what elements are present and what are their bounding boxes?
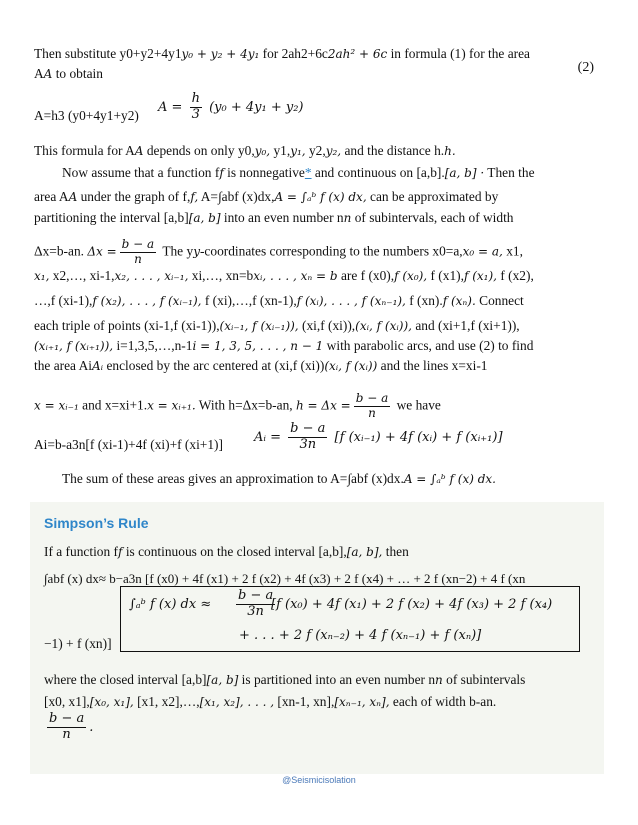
- math-inline: [xₙ₋₁, xₙ],: [334, 695, 390, 709]
- text-run: A=∫abf (x)dx,: [200, 189, 275, 204]
- text-run: y2,: [308, 143, 326, 158]
- math-inline: y₁,: [290, 144, 306, 158]
- fraction-denominator: n: [134, 251, 142, 266]
- math-inline: x₁,: [34, 269, 50, 283]
- math-inline: y₀,: [254, 144, 271, 158]
- text-run: x1,: [506, 243, 523, 259]
- equation-rhs: (y₀ + 4y₁ + y₂): [209, 99, 304, 115]
- p3-line-1: [62, 165, 535, 181]
- text-run: [xn-1, xn],: [277, 694, 335, 709]
- text-run: The y: [162, 243, 194, 259]
- fraction-numerator: h: [191, 91, 200, 106]
- text-run: -coordinates corresponding to the numbers x0=a,: [199, 243, 463, 259]
- math-inline: Δx =: [87, 244, 117, 259]
- fraction: [120, 238, 157, 267]
- math-inline: n: [343, 211, 352, 225]
- math-inline: Aᵢ: [92, 359, 104, 373]
- text-run: Connect: [479, 293, 524, 308]
- text-run: If a function f: [44, 544, 118, 559]
- text-run: we have: [396, 397, 441, 413]
- math-inline: f: [118, 545, 123, 559]
- equation-lhs: Aᵢ =: [254, 429, 282, 445]
- fraction-numerator: b − a: [290, 421, 326, 436]
- text-run: (xi,f (xi)),: [301, 318, 356, 333]
- text-run: i=1,3,5,…,n-1: [116, 338, 193, 353]
- theorem-line-3: −1) + f (xn)]: [44, 636, 112, 651]
- text-run: f (x2),: [500, 268, 534, 283]
- text-run: are f (x0),: [340, 268, 395, 283]
- math-inline: f (xᵢ), . . . , f (xₙ₋₁),: [296, 294, 406, 308]
- paragraph-2: [34, 143, 456, 159]
- theorem-line-1: [44, 544, 409, 560]
- text-run: With h=Δx=b-an,: [198, 397, 293, 413]
- text-run: area A: [34, 189, 69, 204]
- text-run: and continuous on [a,b].: [314, 165, 445, 180]
- simpson-row-1: [f (x₀) + 4f (x₁) + 2 f (x₂) + 4f (x₃) + 2 f (x₄): [271, 597, 553, 612]
- text-run: for 2ah2+6c: [262, 46, 328, 61]
- text-run: Then substitute y0+y2+4y1: [34, 46, 182, 61]
- simpson-integral: ∫ₐᵇ f (x) dx ≈: [129, 597, 212, 612]
- text-run: The sum of these areas gives an approximation to A=∫abf (x)dx.: [62, 471, 404, 486]
- math-inline: y: [193, 244, 200, 259]
- text-run: where the closed interval [a,b]: [44, 672, 207, 687]
- math-inline: [a, b]: [188, 211, 221, 225]
- text-run: f (x1),: [430, 268, 464, 283]
- text-run: A: [34, 66, 44, 81]
- text-run: each of width b-an.: [392, 694, 497, 709]
- theorem-line-2: ∫abf (x) dx≈ b−a3n [f (x0) + 4f (x1) + 2 f (x2) + 4f (x3) + 2 f (x4) + … + 2 f (xn−2) + 4 f (xn: [44, 571, 526, 586]
- math-inline: (xᵢ, f (xᵢ)),: [355, 319, 412, 333]
- p3-line-7: [34, 318, 520, 334]
- p3-line-4: [34, 238, 523, 267]
- math-inline: h.: [444, 144, 456, 158]
- text-run: and (xi+1,f (xi+1)),: [415, 318, 520, 333]
- math-inline: f (xₙ).: [442, 294, 476, 308]
- equation-3-text: Ai=b-a3n[f (xi-1)+4f (xi)+f (xi+1)]: [34, 437, 223, 452]
- math-inline: h = Δx =: [296, 398, 351, 413]
- text-run: Then the: [487, 165, 535, 180]
- text-run: of subintervals, each of width: [354, 210, 514, 225]
- p3-line-8: [34, 338, 533, 354]
- text-run: and the lines x=xi-1: [380, 358, 488, 373]
- p3-line-10: [34, 392, 441, 421]
- equation-2: [158, 92, 303, 123]
- math-inline: [x₀, x₁],: [89, 695, 134, 709]
- math-inline: x = xᵢ₋₁: [34, 398, 79, 413]
- math-inline: (xᵢ₋₁, f (xᵢ₋₁)),: [219, 319, 299, 333]
- math-inline: i = 1, 3, 5, . . . , n − 1: [192, 339, 324, 353]
- equation-number: (2): [577, 60, 594, 75]
- fraction-numerator: b − a: [49, 711, 85, 726]
- equation-3: [254, 422, 503, 453]
- simpson-formula-box: [120, 586, 580, 652]
- fraction-numerator: b − a: [121, 237, 155, 251]
- text-run: Now assume that a function f: [62, 165, 220, 180]
- text-run: can be approximated by: [370, 189, 499, 204]
- math-inline: f,: [190, 190, 199, 204]
- intro-line-2: [34, 66, 103, 82]
- p3-line-5: [34, 268, 534, 284]
- text-run: of subintervals: [446, 672, 526, 687]
- math-inline: n: [435, 673, 443, 687]
- simpson-row-2: + . . . + 2 f (xₙ₋₂) + 4 f (xₙ₋₁) + f (xₙ)]: [239, 628, 482, 643]
- equation-2-text: A=h3 (y0+4y1+y2): [34, 108, 139, 123]
- text-run: …,f (xi-1),: [34, 293, 93, 308]
- math-inline: A: [68, 190, 78, 204]
- text-run: and x=xi+1.: [82, 397, 148, 413]
- text-run: and the distance h.: [344, 143, 445, 158]
- theorem-line-5: [44, 694, 496, 710]
- fraction: [47, 712, 86, 743]
- math-inline: [a, b],: [346, 545, 383, 559]
- text-run: to obtain: [55, 66, 103, 81]
- math-inline: x = xᵢ₊₁.: [147, 398, 196, 413]
- math-inline: f (x₂), . . . , f (xᵢ₋₁),: [92, 294, 202, 308]
- text-run: under the graph of f,: [80, 189, 191, 204]
- math-inline: (xᵢ, f (xᵢ)): [324, 359, 378, 373]
- text-run: the area Ai: [34, 358, 92, 373]
- text-run: is partitioned into an even number n: [241, 672, 436, 687]
- fraction: [190, 92, 202, 123]
- math-inline: (xᵢ₊₁, f (xᵢ₊₁)),: [34, 339, 114, 353]
- text-run: f (xn).: [409, 293, 443, 308]
- fraction-denominator: 3n: [299, 436, 317, 452]
- p3-line-3: [34, 210, 514, 226]
- fraction-denominator: 3: [191, 106, 200, 122]
- text-run: is continuous on the closed interval [a,b],: [125, 544, 347, 559]
- text-run: [x1, x2],…,: [137, 694, 200, 709]
- math-inline: x₂, . . . , xᵢ₋₁,: [114, 269, 189, 283]
- text-run: f (xi),…,f (xn-1),: [204, 293, 297, 308]
- theorem-title: Simpson’s Rule: [44, 515, 149, 531]
- math-inline: y₀ + y₂ + 4y₁: [181, 47, 260, 61]
- equation-rhs: [f (xᵢ₋₁) + 4f (xᵢ) + f (xᵢ₊₁)]: [334, 429, 503, 445]
- fraction-denominator: n: [62, 726, 71, 742]
- math-inline: f (x₁),: [463, 269, 497, 283]
- theorem-line-4: [44, 672, 525, 688]
- text-run: is nonnegative: [227, 165, 305, 180]
- text-run: in formula (1) for the area: [390, 46, 530, 61]
- p3-line-2: [34, 189, 498, 205]
- fraction-denominator: 3n: [247, 603, 264, 619]
- equation-lhs: A =: [158, 99, 183, 115]
- watermark-footer: @Seismicisolation: [282, 775, 356, 785]
- fraction-numerator: b − a: [355, 391, 389, 405]
- p3-line-9: [34, 358, 488, 374]
- math-inline: [a, b]: [206, 673, 239, 687]
- theorem-width-fraction: $\frac{b - a}{n}$ .: [49, 711, 94, 742]
- text-run: [x0, x1],: [44, 694, 90, 709]
- text-run: xi,…, xn=b: [191, 268, 254, 283]
- text-run: each triple of points (xi-1,f (xi-1)),: [34, 318, 220, 333]
- math-inline: A = ∫ₐᵇ f (x) dx,: [274, 190, 367, 204]
- math-inline: 2ah² + 6c: [327, 47, 388, 61]
- math-inline: A = ∫ₐᵇ f (x) dx.: [403, 472, 496, 486]
- math-inline: A: [43, 67, 53, 81]
- text-run: then: [385, 544, 409, 559]
- text-run: depends on only y0,: [146, 143, 255, 158]
- text-run: x2,…, xi-1,: [52, 268, 115, 283]
- math-inline: y₂,: [325, 144, 342, 158]
- footnote-link[interactable]: *: [304, 165, 312, 180]
- math-inline: xᵢ, . . . , xₙ = b: [253, 269, 338, 283]
- math-inline: [a, b] ·: [444, 166, 485, 180]
- math-inline: x₀ = a,: [462, 244, 503, 259]
- math-inline: [x₁, x₂], . . . ,: [199, 695, 275, 709]
- text-run: enclosed by the arc centered at (xi,f (xi)): [106, 358, 325, 373]
- fraction: [288, 422, 327, 453]
- text-run: This formula for A: [34, 143, 135, 158]
- math-inline: A: [134, 144, 144, 158]
- text-run: Δx=b-an.: [34, 243, 84, 259]
- text-run: with parabolic arcs, and use (2) to find: [326, 338, 534, 353]
- math-inline: f: [219, 166, 224, 180]
- fraction-numerator: b − a: [238, 588, 274, 603]
- fraction-denominator: n: [368, 405, 376, 420]
- text-run: y1,: [273, 143, 291, 158]
- paragraph-4: [62, 471, 496, 487]
- text-run: partitioning the interval [a,b]: [34, 210, 189, 225]
- math-inline: f (x₀),: [394, 269, 428, 283]
- p3-line-6: [34, 293, 524, 309]
- intro-line-1: [34, 46, 530, 62]
- text-run: into an even number n: [223, 210, 344, 225]
- fraction: [354, 392, 391, 421]
- fraction: [236, 589, 275, 620]
